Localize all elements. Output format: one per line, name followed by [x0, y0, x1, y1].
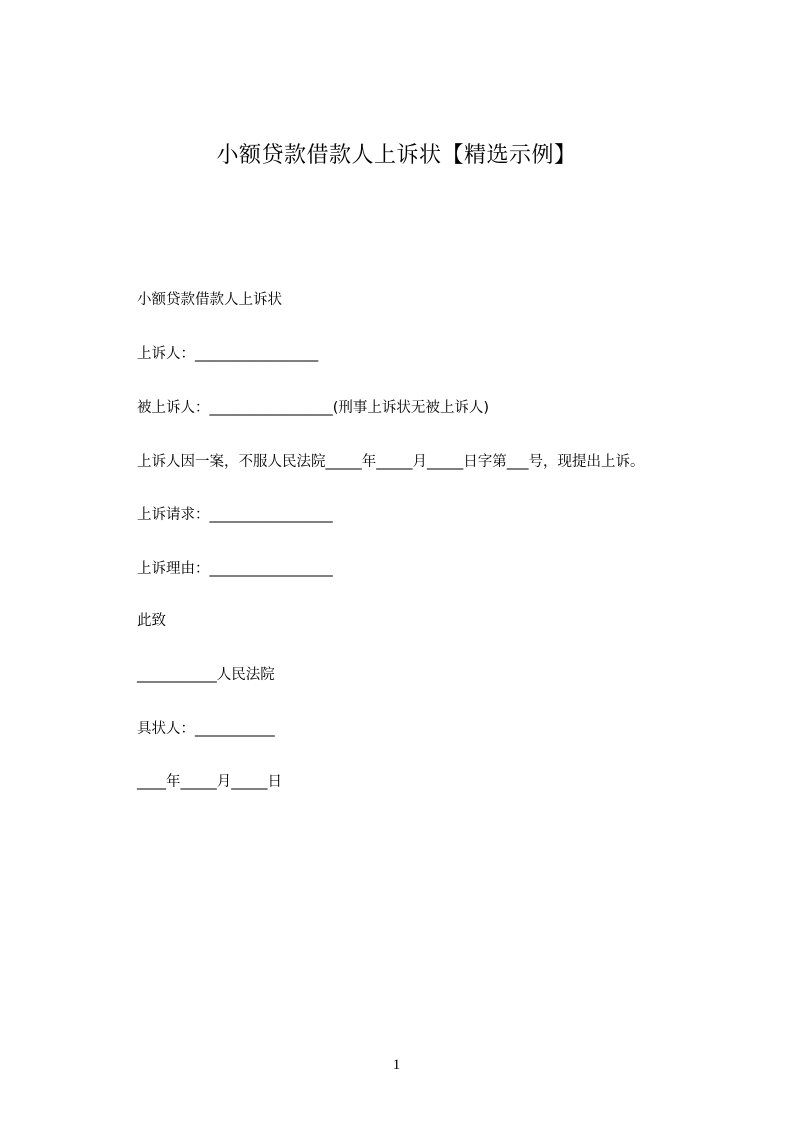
salutation-line: 此致 — [137, 613, 166, 629]
appeal-reason-line: 上诉理由：_________________ — [137, 561, 333, 577]
appeal-request-line: 上诉请求：_________________ — [137, 507, 333, 523]
case-statement-line: 上诉人因一案，不服人民法院_____年_____月_____日字第___号，现提出上诉。 — [137, 454, 645, 470]
signer-line: 具状人：___________ — [137, 721, 275, 737]
appellee-line: 被上诉人：_________________(刑事上诉状无被上诉人) — [137, 400, 490, 416]
document-heading-line: 小额贷款借款人上诉状 — [137, 292, 282, 308]
page-number: 1 — [392, 1057, 401, 1073]
date-line: ____年_____月_____日 — [137, 774, 282, 790]
appellant-line: 上诉人：_________________ — [137, 346, 319, 362]
document-title: 小额贷款借款人上诉状【精选示例】 — [216, 143, 577, 168]
court-line: ___________人民法院 — [137, 667, 275, 683]
